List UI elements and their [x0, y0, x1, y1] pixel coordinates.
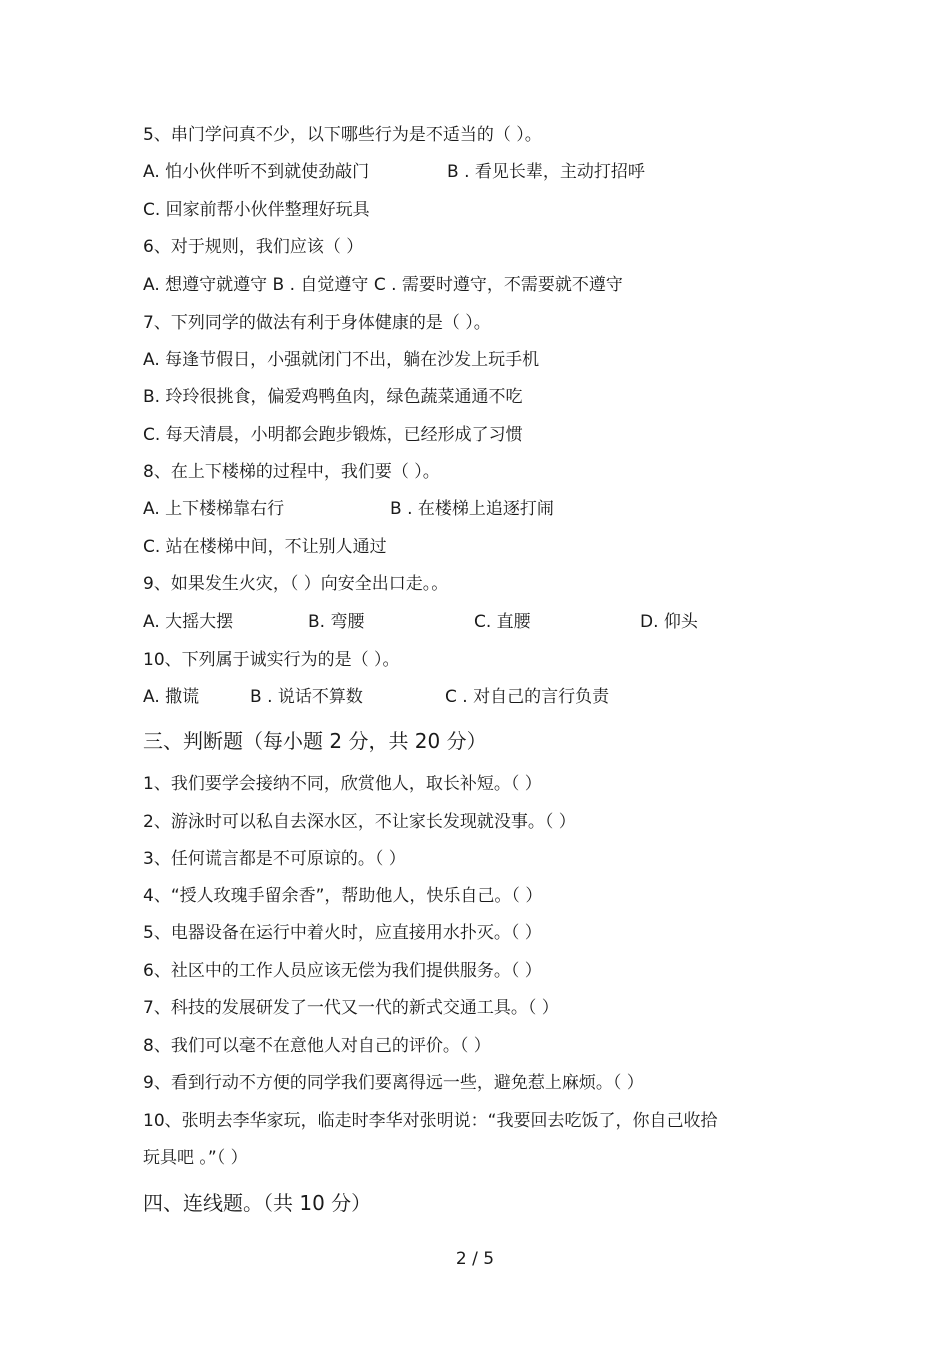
judge-item-9: 9、看到行动不方便的同学我们要离得远一些，避免惹上麻烦。（ ）: [143, 1073, 644, 1093]
question-9-stem: 9、如果发生火灾，（ ）向安全出口走。。: [143, 574, 449, 594]
question-9-option-c: C. 直腰: [474, 612, 531, 632]
question-9-option-d: D. 仰头: [640, 612, 698, 632]
question-10-option-b: B . 说话不算数: [250, 687, 363, 707]
question-5-option-a: A. 怕小伙伴听不到就使劲敲门: [143, 162, 370, 182]
section-4-heading: 四、连线题。（共 10 分）: [143, 1191, 372, 1215]
judge-item-1: 1、我们要学会接纳不同，欣赏他人，取长补短。（ ）: [143, 774, 542, 794]
question-6-stem: 6、对于规则，我们应该（ ）: [143, 237, 364, 257]
judge-item-5: 5、电器设备在运行中着火时，应直接用水扑灭。（ ）: [143, 923, 542, 943]
question-7-stem: 7、下列同学的做法有利于身体健康的是（ ）。: [143, 313, 491, 333]
judge-item-10-line-2: 玩具吧 。”（ ）: [143, 1148, 248, 1168]
judge-item-6: 6、社区中的工作人员应该无偿为我们提供服务。（ ）: [143, 961, 542, 981]
question-10-option-a: A. 撒谎: [143, 687, 200, 707]
judge-item-3: 3、任何谎言都是不可原谅的。（ ）: [143, 849, 406, 869]
judge-item-2: 2、游泳时可以私自去深水区，不让家长发现就没事。（ ）: [143, 812, 576, 832]
judge-item-7: 7、科技的发展研发了一代又一代的新式交通工具。（ ）: [143, 998, 559, 1018]
question-8-option-c: C. 站在楼梯中间，不让别人通过: [143, 537, 387, 557]
section-3-heading: 三、判断题（每小题 2 分，共 20 分）: [143, 729, 487, 753]
page-number: 2 / 5: [455, 1249, 495, 1269]
judge-item-8: 8、我们可以毫不在意他人对自己的评价。（ ）: [143, 1036, 491, 1056]
question-10-option-c: C . 对自己的言行负责: [445, 687, 610, 707]
question-6-options: A. 想遵守就遵守 B . 自觉遵守 C . 需要时遵守，不需要就不遵守: [143, 275, 623, 295]
question-8-option-b: B . 在楼梯上追逐打闹: [390, 499, 554, 519]
question-7-option-a: A. 每逢节假日，小强就闭门不出，躺在沙发上玩手机: [143, 350, 540, 370]
question-5-stem: 5、串门学问真不少，以下哪些行为是不适当的（ ）。: [143, 125, 542, 145]
question-8-stem: 8、在上下楼梯的过程中，我们要（ ）。: [143, 462, 440, 482]
judge-item-4: 4、“授人玫瑰手留余香”，帮助他人，快乐自己。（ ）: [143, 886, 543, 906]
question-7-option-c: C. 每天清晨，小明都会跑步锻炼，已经形成了习惯: [143, 425, 523, 445]
question-5-option-c: C. 回家前帮小伙伴整理好玩具: [143, 200, 370, 220]
question-5-option-b: B . 看见长辈，主动打招呼: [447, 162, 645, 182]
judge-item-10-line-1: 10、张明去李华家玩，临走时李华对张明说：“我要回去吃饭了，你自己收拾: [143, 1111, 718, 1131]
question-7-option-b: B. 玲玲很挑食，偏爱鸡鸭鱼肉，绿色蔬菜通通不吃: [143, 387, 523, 407]
question-9-option-a: A. 大摇大摆: [143, 612, 234, 632]
question-9-option-b: B. 弯腰: [308, 612, 365, 632]
question-10-stem: 10、下列属于诚实行为的是（ ）。: [143, 650, 400, 670]
question-8-option-a: A. 上下楼梯靠右行: [143, 499, 285, 519]
